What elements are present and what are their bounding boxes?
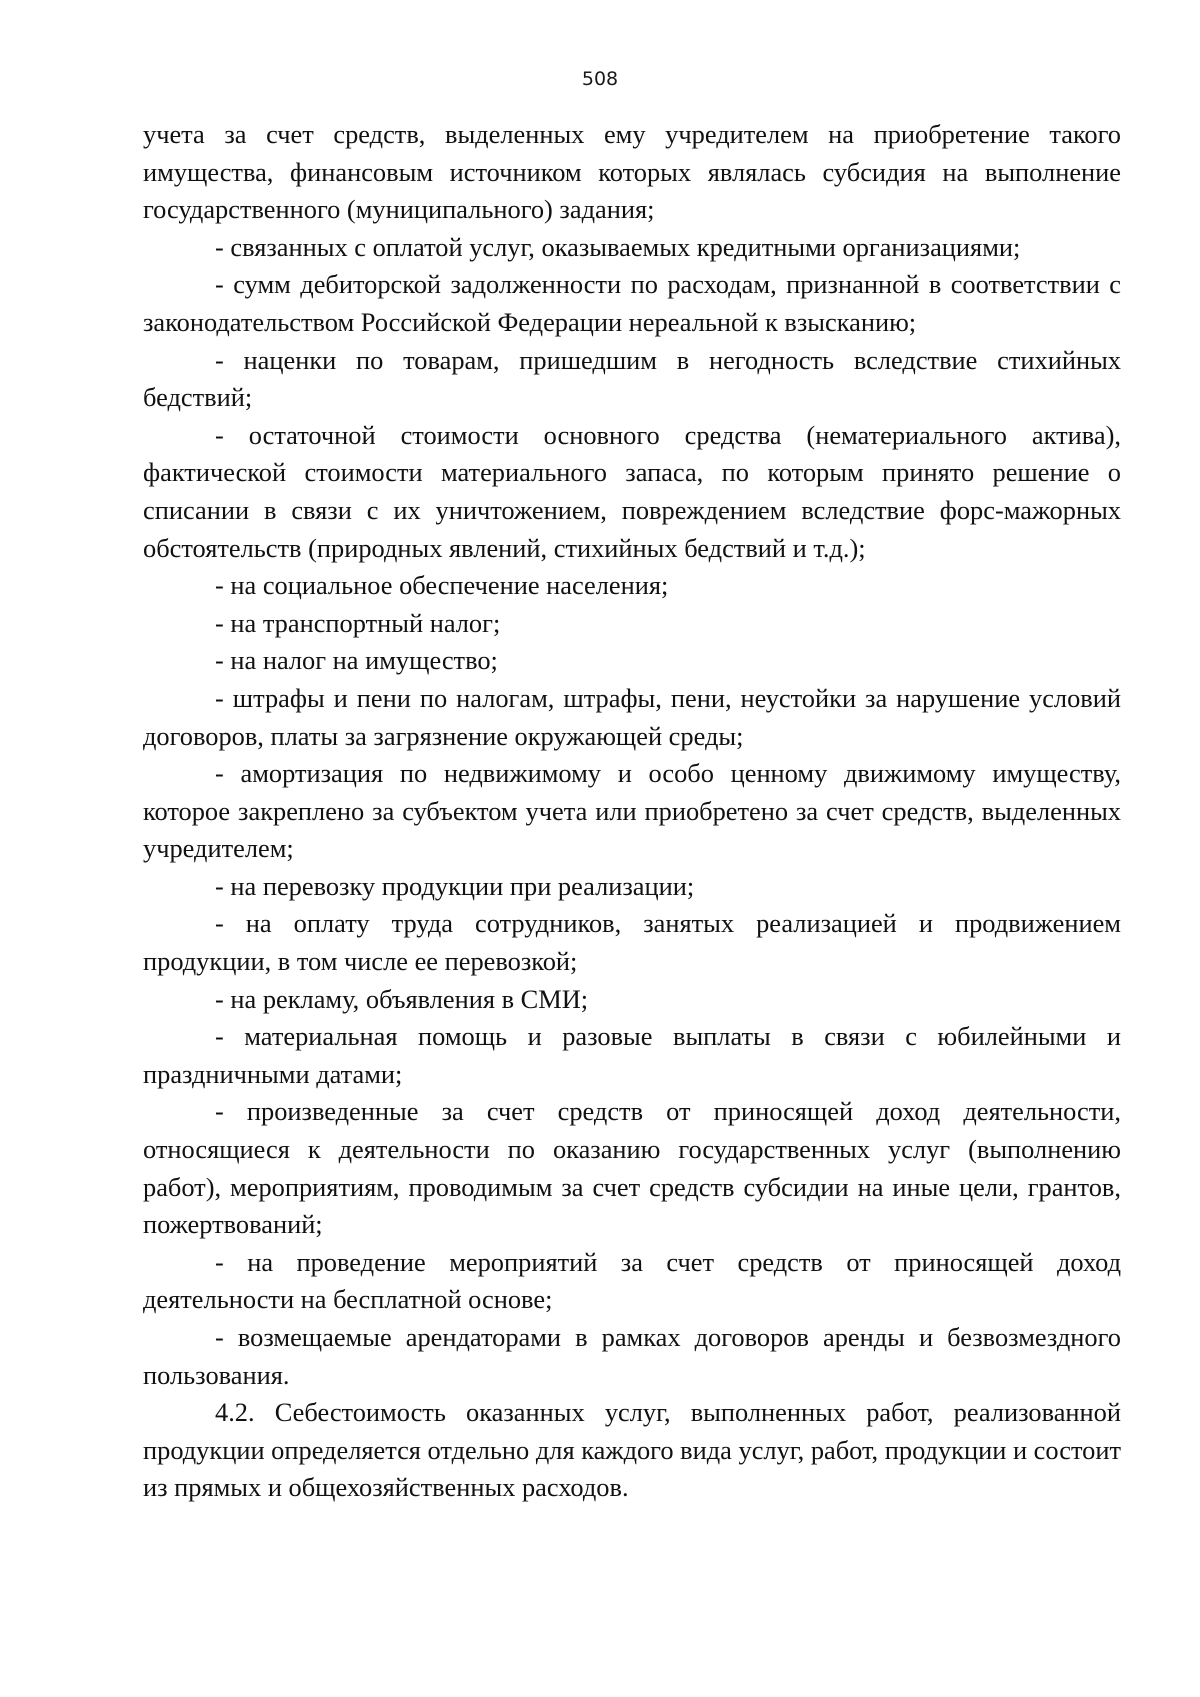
section-4-2-paragraph: 4.2. Себестоимость оказанных услуг, выполненных работ, реализованной продукции определяется отдельно для каждого вида услуг, работ, продукции и состоит из прямых и общехозяйственных расходов.	[143, 1397, 1121, 1503]
list-item-reimbursed: - возмещаемые арендаторами в рамках договоров аренды и безвозмездного пользования.	[143, 1322, 1121, 1390]
list-item-residual-value: - остаточной стоимости основного средства (нематериального актива), фактической стоимости материального запаса, по которым принято решение о списании в связи с их уничтожением, повреждением вследствие форс-мажорных обстоятельств (природных явлений, стихийных бедствий и т.д.);	[143, 419, 1121, 563]
list-item-material-aid: - материальная помощь и разовые выплаты в связи с юбилейными и праздничными датами;	[143, 1021, 1121, 1089]
list-item-free-events: - на проведение мероприятий за счет средств от приносящей доход деятельности на бесплатной основе;	[143, 1246, 1121, 1315]
list-item-advertising: - на рекламу, объявления в СМИ;	[215, 983, 589, 1014]
list-item-labor: - на оплату труда сотрудников, занятых реализацией и продвижением продукции, в том числе ее перевозкой;	[143, 908, 1121, 977]
list-item-markups: - наценки по товарам, пришедшим в негодность вследствие стихийных бедствий;	[143, 344, 1121, 413]
list-item-property-tax: - на налог на имущество;	[215, 645, 498, 676]
document-body	[143, 116, 1121, 1507]
list-item-transport-tax: - на транспортный налог;	[215, 607, 501, 638]
list-item-social-security: - на социальное обеспечение населения;	[215, 570, 669, 601]
list-item-transportation: - на перевозку продукции при реализации;	[215, 870, 695, 901]
list-item-fines: - штрафы и пени по налогам, штрафы, пени, неустойки за нарушение условий договоров, платы за загрязнение окружающей среды;	[143, 682, 1121, 751]
list-item-credit-services: - связанных с оплатой услуг, оказываемых кредитными организациями;	[215, 231, 1021, 262]
page-number: 508	[581, 68, 619, 90]
paragraph-continuation: учета за счет средств, выделенных ему учредителем на приобретение такого имущества, финансовым источником которых являлась субсидия на выполнение государственного (муниципального) задания;	[143, 119, 1121, 225]
list-item-depreciation: - амортизация по недвижимому и особо ценному движимому имуществу, которое закреплено за субъектом учета или приобретено за счет средств, выделенных учредителем;	[143, 758, 1121, 864]
list-item-income-activity: - произведенные за счет средств от приносящей доход деятельности, относящиеся к деятельности по оказанию государственных услуг (выполнению работ), мероприятиям, проводимым за счет средств субсидии на иные цели, грантов, пожертвований;	[143, 1096, 1121, 1240]
list-item-receivables: - сумм дебиторской задолженности по расходам, признанной в соответствии с законодательством Российской Федерации нереальной к взысканию;	[143, 269, 1121, 337]
